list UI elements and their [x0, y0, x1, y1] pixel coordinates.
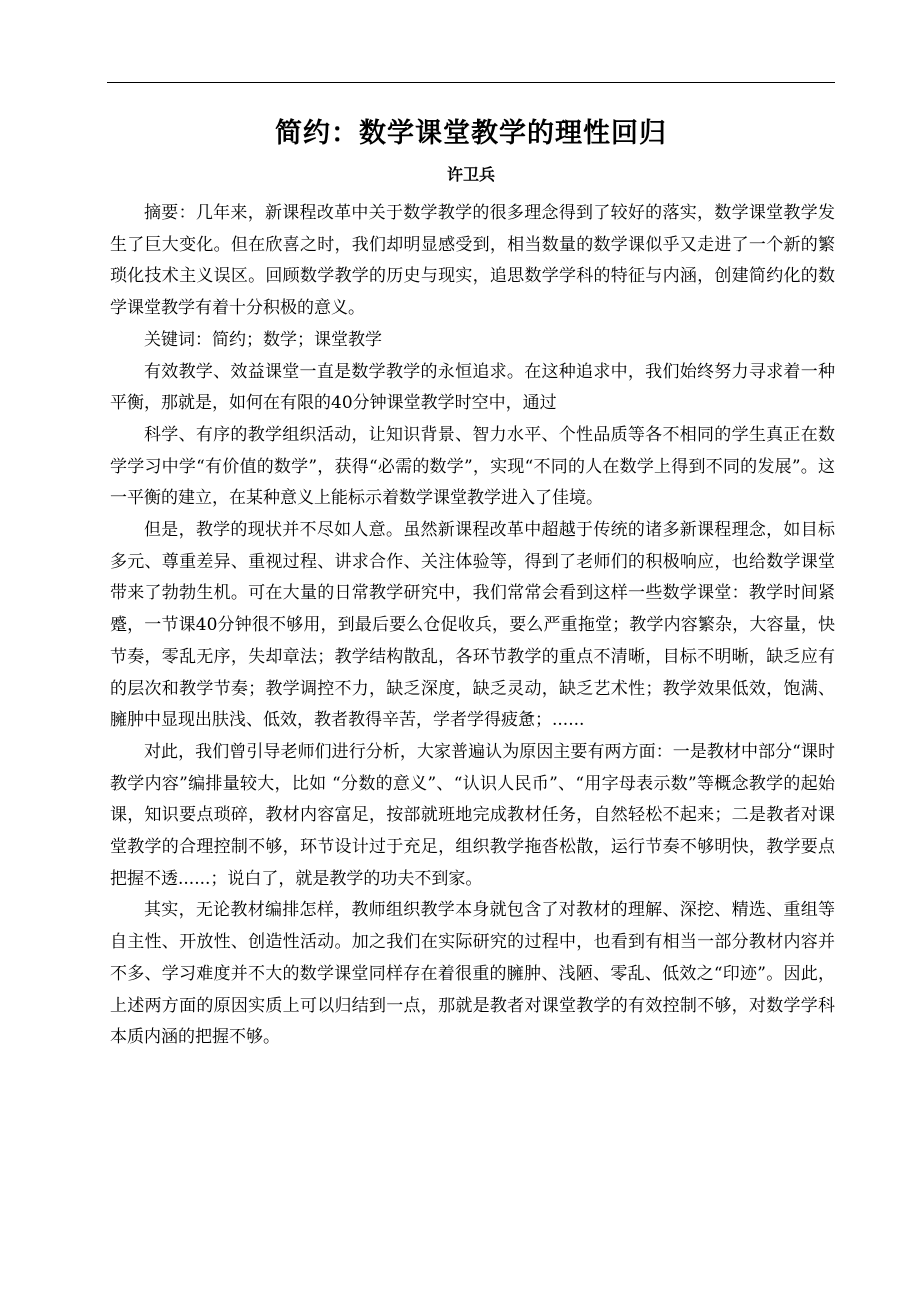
body-paragraph: 对此，我们曾引导老师们进行分析，大家普遍认为原因主要有两方面：一是教材中部分“课时教学内容”编排量较大，比如 “分数的意义”、“认识人民币”、“用字母表示数”等概念教学的起始课，知识要点琐碎，教材内容富足，按部就班地完成教材任务，自然轻松不起来；二是教者对课堂教学的合理控制不够，环节设计过于充足，组织教学拖沓松散，运行节奏不够明快，教学要点把握不透......；说白了，就是教学的功夫不到家。 — [110, 741, 835, 889]
document-title: 简约：数学课堂教学的理性回归 — [275, 118, 667, 149]
keywords-paragraph: 关键词：简约；数学；课堂教学 — [144, 329, 382, 350]
body-paragraph: 科学、有序的教学组织活动，让知识背景、智力水平、个性品质等各不相同的学生真正在数学学习中学“有价值的数学”，获得“必需的数学”，实现“不同的人在数学上得到不同的发展”。这一平衡的建立，在某种意义上能标示着数学课堂教学进入了佳境。 — [110, 424, 835, 509]
document-body — [110, 198, 835, 1054]
header-rule — [107, 82, 835, 83]
body-paragraph: 其实，无论教材编排怎样，教师组织教学本身就包含了对教材的理解、深挖、精选、重组等自主性、开放性、创造性活动。加之我们在实际研究的过程中，也看到有相当一部分教材内容并不多、学习难度并不大的数学课堂同样存在着很重的臃肿、浅陋、零乱、低效之“印迹”。因此，上述两方面的原因实质上可以归结到一点，那就是教者对课堂教学的有效控制不够，对数学学科本质内涵的把握不够。 — [110, 900, 835, 1048]
body-paragraph: 但是，教学的现状并不尽如人意。虽然新课程改革中超越于传统的诸多新课程理念，如目标多元、尊重差异、重视过程、讲求合作、关注体验等，得到了老师们的积极响应，也给数学课堂带来了勃勃生机。可在大量的日常教学研究中，我们常常会看到这样一些数学课堂：教学时间紧蹙，一节课40分钟很不够用，到最后要么仓促收兵，要么严重拖堂；教学内容繁杂，大容量，快节奏，零乱无序，失却章法；教学结构散乱，各环节教学的重点不清晰，目标不明晰，缺乏应有的层次和教学节奏；教学调控不力，缺乏深度，缺乏灵动，缺乏艺术性；教学效果低效，饱满、臃肿中显现出肤浅、低效，教者教得辛苦，学者学得疲惫；...... — [110, 520, 835, 731]
document-author: 许卫兵 — [446, 165, 495, 184]
abstract-paragraph: 摘要：几年来，新课程改革中关于数学教学的很多理念得到了较好的落实，数学课堂教学发生了巨大变化。但在欣喜之时，我们却明显感受到，相当数量的数学课似乎又走进了一个新的繁琐化技术主义误区。回顾数学教学的历史与现实，追思数学学科的特征与内涵，创建简约化的数学课堂教学有着十分积极的意义。 — [110, 203, 835, 319]
body-paragraph: 有效教学、效益课堂一直是数学教学的永恒追求。在这种追求中，我们始终努力寻求着一种平衡，那就是，如何在有限的40分钟课堂教学时空中，通过 — [110, 361, 835, 414]
